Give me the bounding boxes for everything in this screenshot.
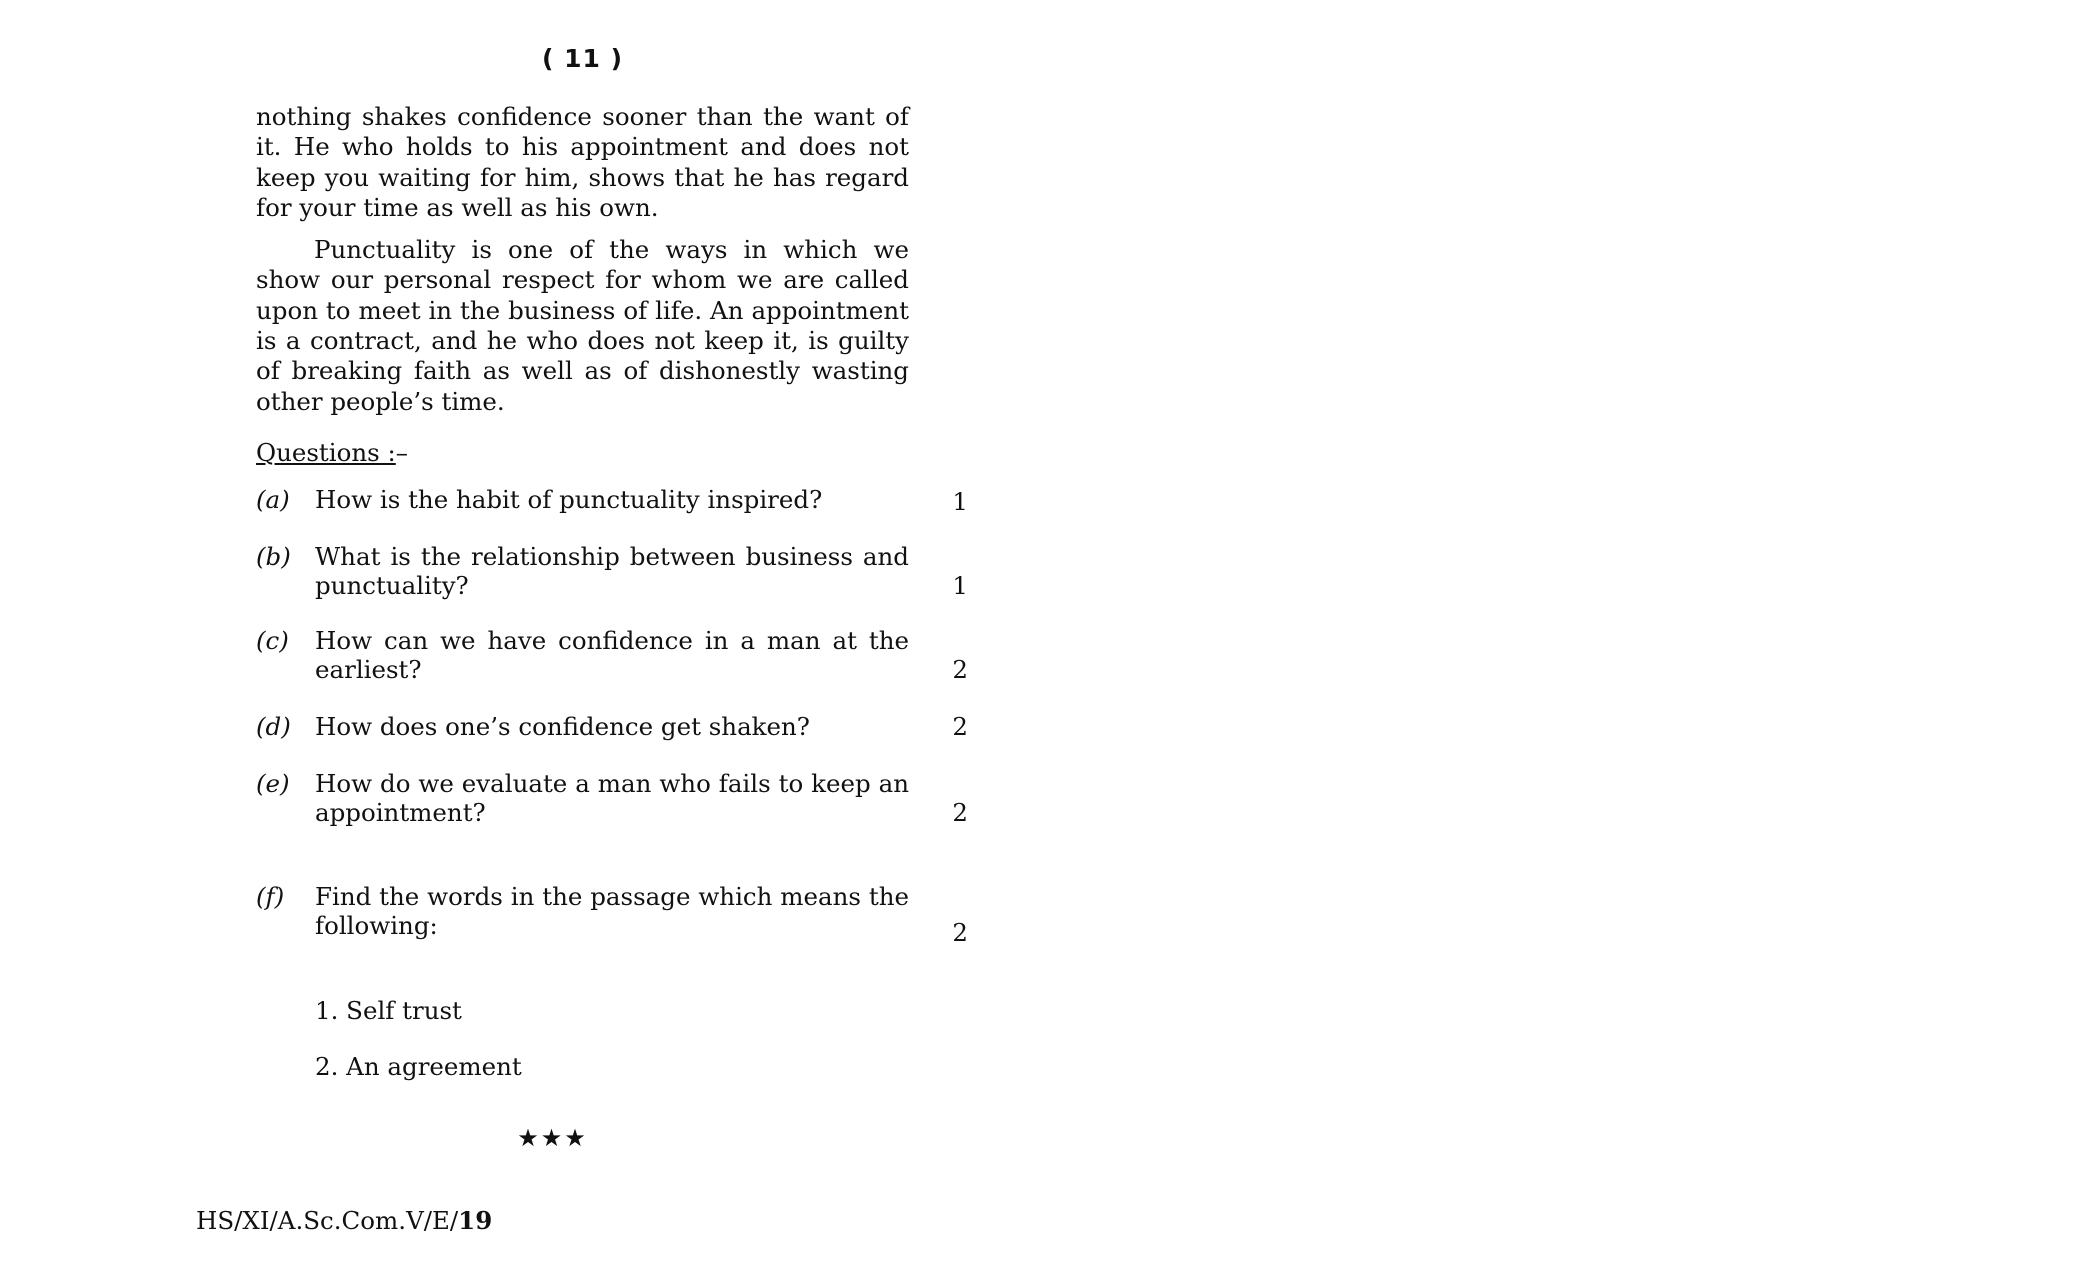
question-marks: 2 bbox=[952, 798, 968, 827]
footer-code bbox=[196, 1206, 492, 1236]
sub-item-self-trust: 1. Self trust bbox=[315, 996, 462, 1025]
questions-heading-label: Questions : bbox=[256, 438, 396, 467]
question-marks: 2 bbox=[952, 712, 968, 741]
question-text: Find the words in the passage which means the following: bbox=[315, 882, 909, 940]
question-text: How do we evaluate a man who fails to keep an appointment? bbox=[315, 769, 909, 827]
questions-heading-dash: – bbox=[395, 438, 409, 467]
footer-code-number: 19 bbox=[458, 1206, 493, 1235]
comprehension-passage bbox=[256, 102, 909, 417]
question-marks: 2 bbox=[952, 655, 968, 684]
question-label: (c) bbox=[256, 626, 289, 655]
question-marks: 1 bbox=[952, 487, 968, 516]
question-label: (d) bbox=[256, 712, 291, 741]
page-number: ( 11 ) bbox=[541, 44, 624, 73]
passage-paragraph-1: nothing shakes confidence sooner than the want of it. He who holds to his appointment and does not keep you waiting for him, shows that he has regard for your time as well as his own. bbox=[256, 102, 909, 222]
sub-item-agreement: 2. An agreement bbox=[315, 1052, 522, 1081]
questions-heading bbox=[256, 438, 408, 468]
question-label: (b) bbox=[256, 542, 291, 571]
footer-code-text: HS/XI/A.Sc.Com.V/E/ bbox=[196, 1206, 459, 1235]
passage-paragraph-2: Punctuality is one of the ways in which we show our personal respect for whom we are called upon to meet in the business of life. An appointment is a contract, and he who does not keep it, is guilty of breaking faith as well as of dishonestly wasting other people’s time. bbox=[256, 235, 909, 416]
end-marker-stars: ★★★ bbox=[517, 1124, 588, 1152]
question-label: (e) bbox=[256, 769, 290, 798]
question-marks: 1 bbox=[952, 571, 968, 600]
question-label: (a) bbox=[256, 485, 290, 514]
question-text: How can we have confidence in a man at the earliest? bbox=[315, 626, 909, 684]
question-marks: 2 bbox=[952, 918, 968, 947]
question-text: How is the habit of punctuality inspired? bbox=[315, 485, 823, 514]
question-text: How does one’s confidence get shaken? bbox=[315, 712, 810, 741]
question-label: (f) bbox=[256, 882, 285, 911]
question-text: What is the relationship between business and punctuality? bbox=[315, 542, 909, 600]
